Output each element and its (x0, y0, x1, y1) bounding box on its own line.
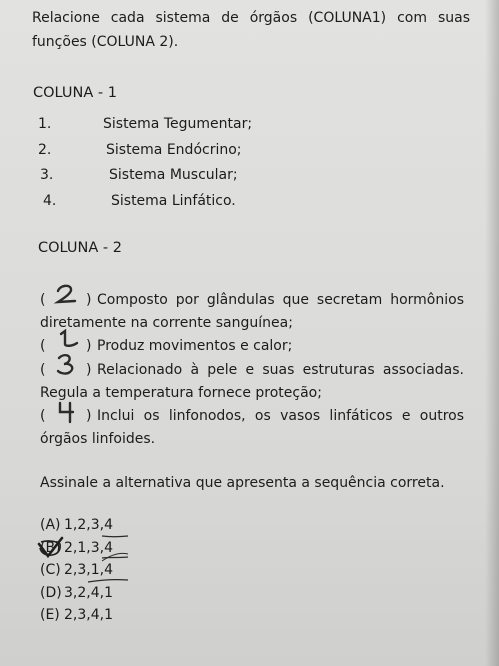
option-text[interactable]: 2,1,3,4 (64, 540, 113, 556)
column1-item-number: 3. (40, 167, 54, 183)
open-paren: ( (40, 408, 46, 424)
open-paren: ( (40, 362, 46, 378)
open-paren: ( (40, 292, 46, 308)
column2-item-text: Regula a temperatura fornece proteção; (40, 385, 322, 401)
handwritten-answer (54, 353, 80, 381)
column2-item-text: Composto por glândulas que secretam hormônios (97, 292, 464, 308)
underline-marks (62, 530, 142, 594)
column1-item-label: Sistema Muscular; (109, 167, 238, 183)
instruction-line-1: Relacione cada sistema de órgãos (COLUNA1) com suas (32, 10, 470, 26)
column1-item-label: Sistema Tegumentar; (103, 116, 253, 132)
column2-item-text: Produz movimentos e calor; (97, 338, 293, 354)
column2-item-text: órgãos linfoides. (40, 431, 156, 447)
column1-item-number: 1. (38, 116, 52, 132)
option-letter[interactable]: (B) (40, 540, 61, 556)
column2-item-text: diretamente na corrente sanguínea; (40, 315, 293, 331)
option-letter[interactable]: (E) (40, 607, 60, 623)
instruction-line-2: funções (COLUNA 2). (32, 34, 179, 50)
option-text[interactable]: 1,2,3,4 (64, 517, 113, 533)
column1-item-number: 4. (43, 193, 57, 209)
option-letter[interactable]: (A) (40, 517, 61, 533)
close-paren: ) (86, 338, 92, 354)
option-text[interactable]: 3,2,4,1 (64, 585, 113, 601)
option-letter[interactable]: (C) (40, 562, 61, 578)
column1-heading: COLUNA - 1 (33, 85, 117, 101)
option-text[interactable]: 2,3,4,1 (64, 607, 113, 623)
handwritten-answer (56, 400, 82, 428)
close-paren: ) (86, 408, 92, 424)
column1-item-label: Sistema Linfático. (111, 193, 236, 209)
column2-item-text: Inclui os linfonodos, os vasos linfáticos e outros (97, 408, 464, 424)
open-paren: ( (40, 338, 46, 354)
close-paren: ) (86, 362, 92, 378)
column2-item-text: Relacionado à pele e suas estruturas associadas. (97, 362, 464, 378)
column1-item-number: 2. (38, 142, 52, 158)
column1-item-label: Sistema Endócrino; (106, 142, 242, 158)
question-text: Assinale a alternativa que apresenta a sequência correta. (40, 475, 445, 491)
handwritten-answer (54, 283, 80, 311)
option-letter[interactable]: (D) (40, 585, 62, 601)
page-shadow (485, 0, 499, 666)
option-text[interactable]: 2,3,1,4 (64, 562, 113, 578)
close-paren: ) (86, 292, 92, 308)
column2-heading: COLUNA - 2 (38, 240, 122, 256)
